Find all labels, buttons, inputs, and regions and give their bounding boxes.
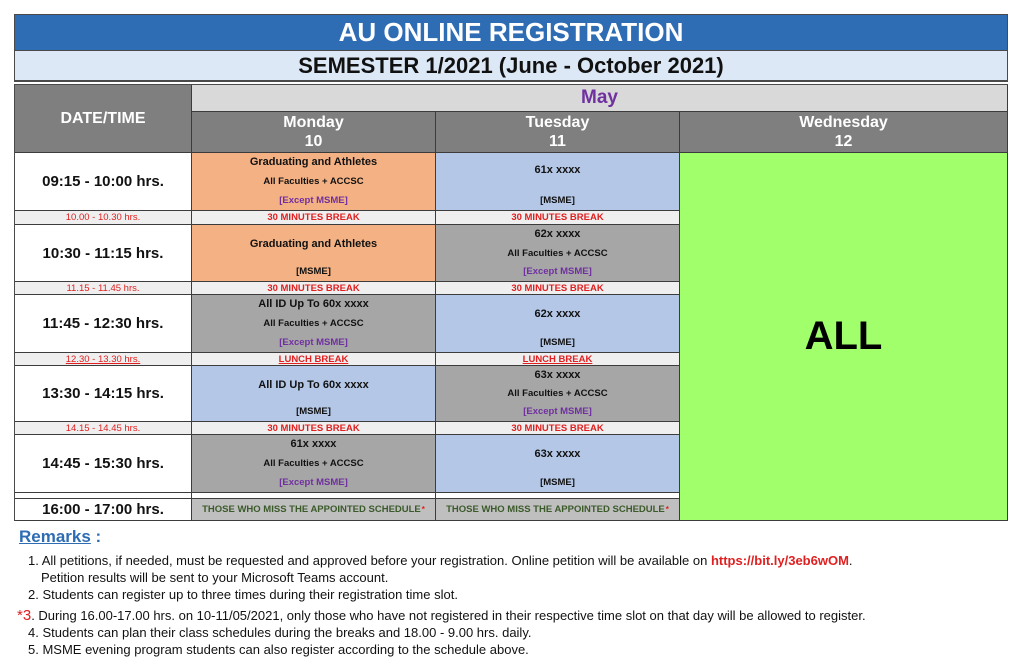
remark-text: Students can plan their class schedules during the breaks and 18.00 - 9.00 hrs. daily. [42, 625, 532, 640]
time-text: 09:15 - 10:00 hrs. [42, 173, 164, 190]
program-note: [Except MSME] [279, 477, 348, 488]
date-time-header [15, 85, 192, 153]
program-note: [MSME] [540, 337, 575, 348]
program-note: [MSME] [540, 195, 575, 206]
remark-number: 5. [28, 642, 39, 657]
break-label: LUNCH BREAK [278, 353, 349, 365]
break-label: LUNCH BREAK [522, 353, 593, 365]
group-label: 63x xxxx [534, 369, 581, 381]
schedule-cell-tuesday [436, 153, 680, 211]
lunch-cell-tuesday [436, 353, 680, 366]
break-cell-monday [192, 282, 436, 295]
break-label: 30 MINUTES BREAK [511, 422, 604, 434]
day-date: 10 [304, 133, 323, 150]
day-header-monday [192, 112, 436, 153]
time-slot-label [15, 366, 192, 422]
asterisk-marker: * [421, 505, 425, 514]
schedule-cell-monday [192, 435, 436, 493]
time-text: 14:45 - 15:30 hrs. [42, 455, 164, 472]
group-label: Graduating and Athletes [249, 156, 378, 168]
late-time-slot-label [15, 499, 192, 521]
faculty-label: All Faculties + ACCSC [507, 388, 608, 399]
program-note: [MSME] [296, 266, 331, 277]
time-slot-label [15, 435, 192, 493]
faculty-label: All Faculties + ACCSC [263, 176, 364, 187]
month-label: May [581, 87, 618, 108]
remark-number: 1. [28, 553, 39, 568]
break-time [15, 211, 192, 225]
time-text: 16:00 - 17:00 hrs. [42, 501, 164, 518]
group-label: 61x xxxx [534, 164, 581, 176]
remark-number: 2. [28, 587, 39, 602]
break-cell-monday [192, 211, 436, 225]
break-time [15, 422, 192, 435]
time-slot-label [15, 153, 192, 211]
schedule-cell-tuesday [436, 295, 680, 353]
faculty-label: All Faculties + ACCSC [507, 247, 608, 259]
group-label: 61x xxxx [290, 438, 337, 450]
schedule-cell-tuesday [436, 435, 680, 493]
break-cell-monday [192, 422, 436, 435]
schedule-cell-monday [192, 295, 436, 353]
petition-link[interactable]: https://bit.ly/3eb6wOM [710, 553, 849, 568]
schedule-cell-monday [192, 153, 436, 211]
day-name: Monday [283, 114, 344, 131]
schedule-cell-tuesday [436, 225, 680, 282]
remark-text: MSME evening program students can also register according to the schedule above. [42, 642, 529, 657]
remark-item-5 [28, 642, 529, 657]
group-label: 62x xxxx [534, 308, 581, 320]
group-label: All ID Up To 60x xxxx [258, 298, 369, 310]
program-note: [Except MSME] [279, 195, 348, 206]
group-label: Graduating and Athletes [249, 238, 378, 250]
page-title: AU ONLINE REGISTRATION [14, 14, 1008, 50]
asterisk-marker: * [17, 607, 23, 624]
lunch-cell-monday [192, 353, 436, 366]
group-label: 62x xxxx [534, 228, 581, 240]
semester-subtitle: SEMESTER 1/2021 (June - October 2021) [14, 50, 1008, 82]
break-cell-tuesday [436, 282, 680, 295]
break-cell-tuesday [436, 422, 680, 435]
program-note: [Except MSME] [523, 266, 592, 277]
break-label: 30 MINUTES BREAK [267, 422, 360, 434]
late-label: THOSE WHO MISS THE APPOINTED SCHEDULE [202, 504, 421, 515]
remarks-heading [19, 527, 101, 547]
schedule-cell-wednesday-all [680, 153, 1008, 521]
program-note: [MSME] [296, 406, 331, 417]
schedule-cell-monday [192, 366, 436, 422]
break-label: 30 MINUTES BREAK [267, 212, 360, 223]
remark-text-end: . [848, 553, 853, 568]
program-note: [MSME] [540, 477, 575, 488]
day-header-wednesday [680, 112, 1008, 153]
break-time-text: 10.00 - 10.30 hrs. [65, 212, 141, 223]
remark-number: 4. [28, 625, 39, 640]
remark-text: Petition results will be sent to your Microsoft Teams account. [41, 570, 389, 585]
time-text: 10:30 - 11:15 hrs. [42, 244, 164, 262]
break-label: 30 MINUTES BREAK [511, 212, 604, 223]
time-text: 13:30 - 14:15 hrs. [42, 385, 164, 402]
day-name: Wednesday [799, 114, 888, 131]
all-label: ALL [804, 314, 883, 358]
program-note: [Except MSME] [279, 337, 348, 348]
remarks-colon: : [90, 527, 102, 546]
remark-text: All petitions, if needed, must be requested and approved before your registration. Online petition will be available on [41, 553, 711, 568]
late-cell-monday [192, 499, 436, 521]
day-header-tuesday [436, 112, 680, 153]
schedule-cell-monday [192, 225, 436, 282]
group-label: 63x xxxx [534, 448, 581, 460]
group-label: All ID Up To 60x xxxx [258, 379, 369, 391]
remark-item-2 [28, 587, 458, 602]
remarks-title-text: Remarks [19, 527, 91, 546]
break-time-text: 11.15 - 11.45 hrs. [66, 282, 140, 294]
late-cell-tuesday [436, 499, 680, 521]
late-label: THOSE WHO MISS THE APPOINTED SCHEDULE [446, 504, 665, 515]
remark-number: 3 [22, 607, 32, 624]
day-date: 12 [834, 133, 853, 150]
break-label: 30 MINUTES BREAK [511, 282, 604, 294]
time-text: 11:45 - 12:30 hrs. [42, 315, 164, 332]
faculty-label: All Faculties + ACCSC [263, 318, 364, 329]
program-note: [Except MSME] [523, 406, 592, 417]
day-date: 11 [549, 133, 566, 150]
break-cell-tuesday [436, 211, 680, 225]
schedule-cell-tuesday [436, 366, 680, 422]
month-header [192, 85, 1008, 112]
date-time-label: DATE/TIME [60, 109, 146, 127]
registration-schedule-table [14, 84, 1008, 521]
time-slot-label [15, 225, 192, 282]
remark-item-4 [28, 625, 531, 640]
remark-item-3 [17, 607, 866, 624]
day-name: Tuesday [525, 114, 590, 131]
remark-item-1-continuation [41, 570, 388, 585]
asterisk-marker: * [665, 505, 669, 514]
break-label: 30 MINUTES BREAK [267, 282, 360, 294]
time-slot-label [15, 295, 192, 353]
break-time-text: 12.30 - 13.30 hrs. [65, 353, 141, 365]
remark-text: . During 16.00-17.00 hrs. on 10-11/05/2021, only those who have not registered in their respective time slot on that day will be allowed to register. [31, 608, 866, 623]
faculty-label: All Faculties + ACCSC [263, 458, 364, 469]
lunch-time [15, 353, 192, 366]
remark-text: Students can register up to three times during their registration time slot. [42, 587, 458, 602]
remark-item-1 [28, 553, 853, 568]
break-time-text: 14.15 - 14.45 hrs. [65, 422, 141, 434]
break-time [15, 282, 192, 295]
